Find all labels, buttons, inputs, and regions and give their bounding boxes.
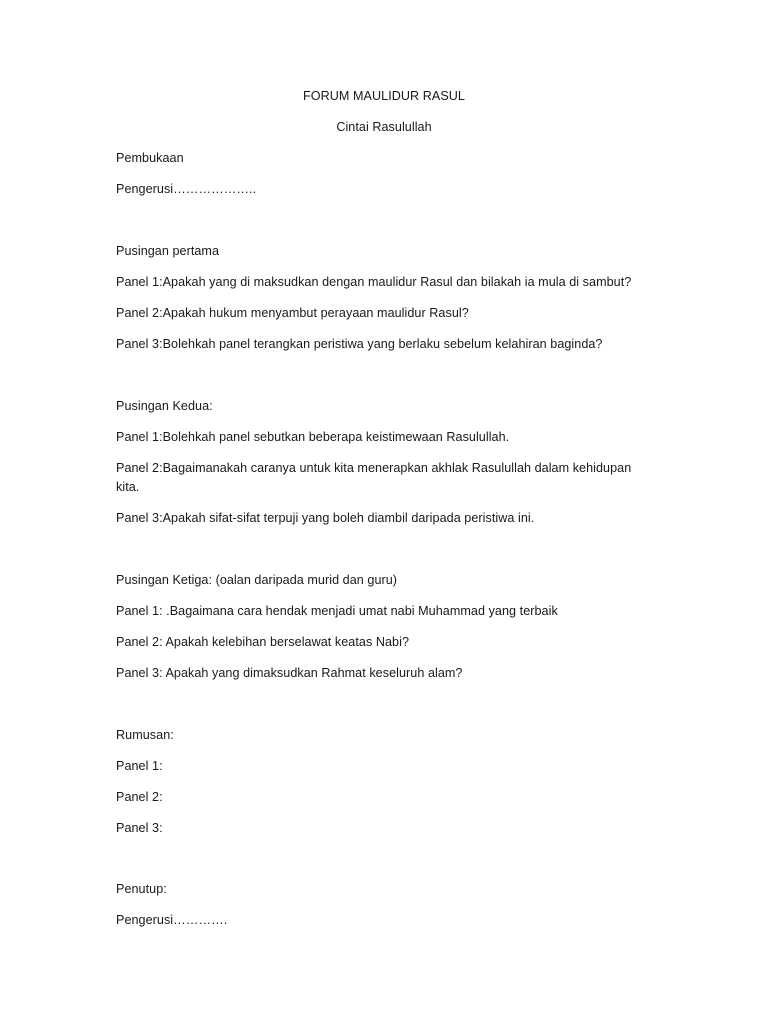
closing-chair: Pengerusi…………. [116,913,228,927]
round3-panel3-question: Panel 3: Apakah yang dimaksudkan Rahmat keseluruh alam? [116,666,463,680]
summary-heading: Rumusan: [116,728,174,742]
round2-heading: Pusingan Kedua: [116,399,213,413]
round3-panel2-question: Panel 2: Apakah kelebihan berselawat keatas Nabi? [116,635,410,649]
round3-panel1-question: Panel 1: .Bagaimana cara hendak menjadi umat nabi Muhammad yang terbaik [116,604,558,618]
summary-panel3: Panel 3: [116,821,163,835]
closing-heading: Penutup: [116,882,167,896]
opening-heading: Pembukaan [116,151,184,165]
round2-panel2-question: Panel 2:Bagaimanakah caranya untuk kita menerapkan akhlak Rasulullah dalam kehidupan kita. [116,461,632,494]
round2-panel3-question: Panel 3:Apakah sifat-sifat terpuji yang boleh diambil daripada peristiwa ini. [116,511,535,525]
summary-panel1: Panel 1: [116,759,163,773]
round2-panel1-question: Panel 1:Bolehkah panel sebutkan beberapa keistimewaan Rasulullah. [116,430,510,444]
document-title: FORUM MAULIDUR RASUL [303,89,465,103]
round1-heading: Pusingan pertama [116,244,220,258]
opening-chair: Pengerusi……………….. [116,182,257,196]
round3-heading: Pusingan Ketiga: (oalan daripada murid dan guru) [116,573,398,587]
document-subtitle: Cintai Rasulullah [336,120,432,134]
round1-panel1-question: Panel 1:Apakah yang di maksudkan dengan maulidur Rasul dan bilakah ia mula di sambut? [116,275,632,289]
round1-panel2-question: Panel 2:Apakah hukum menyambut perayaan maulidur Rasul? [116,306,469,320]
round1-panel3-question: Panel 3:Bolehkah panel terangkan peristiwa yang berlaku sebelum kelahiran baginda? [116,337,603,351]
summary-panel2: Panel 2: [116,790,163,804]
